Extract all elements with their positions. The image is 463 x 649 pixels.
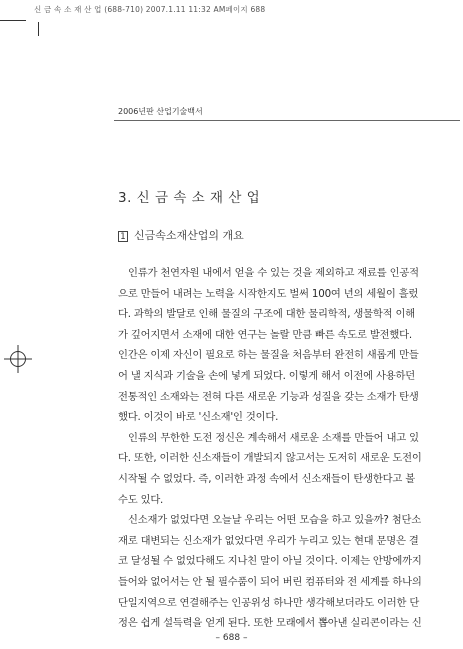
body-line: 시작될 수 없었다. 즉, 이러한 과정 속에서 신소재들이 탄생한다고 볼 (118, 472, 415, 485)
body-line: 인간은 이제 자신이 필요로 하는 물질을 처음부터 완전히 새롭게 만들 (118, 349, 419, 362)
body-line: 전통적인 소재와는 전혀 다른 새로운 기능과 성질을 갖는 소재가 탄생 (118, 390, 419, 403)
body-line: 인류가 천연자원 내에서 얻을 수 있는 것을 제외하고 재료를 인공적 (128, 267, 419, 279)
crop-mark-top-left-horizontal (0, 20, 26, 21)
print-slug-line: 신 금 속 소 재 산 업 (688-710) 2007.1.11 11:32 AM페이지 688 (34, 5, 266, 14)
body-line: 신소재가 없었다면 오늘날 우리는 어떤 모습을 하고 있을까? 첨단소 (128, 514, 422, 527)
body-line: 어 낼 지식과 기술을 손에 넣게 되었다. 이렇게 해서 이전에 사용하던 (118, 369, 415, 382)
running-head: 2006년판 산업기술백서 (118, 107, 203, 116)
body-line: 단일지역으로 연결해주는 인공위성 하나만 생각해보더라도 이러한 단 (118, 596, 420, 609)
running-head-rule (114, 120, 460, 121)
body-line: 코 달성될 수 없었다해도 지나친 말이 아닐 것이다. 이제는 안방에까지 (118, 555, 422, 568)
body-line: 했다. 이것이 바로 '신소재'인 것이다. (118, 411, 279, 424)
body-line: 수도 있다. (118, 493, 164, 506)
chapter-title: 3. 신 금 속 소 재 산 업 (118, 190, 261, 206)
body-line: 정은 쉽게 설득력을 얻게 된다. 또한 모래에서 뽑아낸 실리콘이라는 신 (118, 617, 422, 630)
crop-mark-top-left-vertical (38, 22, 39, 36)
body-line: 들어와 없어서는 안 될 필수품이 되어 버린 컴퓨터와 전 세계를 하나의 (118, 575, 422, 588)
section-number-box: 1 (118, 231, 128, 242)
body-line: 으로 만들어 내려는 노력을 시작한지도 벌써 100여 년의 세월이 흘렀 (118, 287, 419, 300)
registration-mark-icon (4, 345, 32, 373)
page-number: – 688 – (215, 633, 248, 643)
section-title: 신금속소재산업의 개요 (134, 229, 244, 242)
body-line: 다. 과학의 발달로 인해 물질의 구조에 대한 물리학적, 생물학적 이해 (118, 308, 415, 321)
body-line: 다. 또한, 이러한 신소재들이 개발되지 않고서는 도저히 새로운 도전이 (118, 452, 422, 465)
body-text (118, 263, 456, 634)
body-line: 인류의 무한한 도전 정신은 계속해서 새로운 소재를 만들어 내고 있 (128, 431, 419, 444)
body-line: 가 깊어지면서 소재에 대한 연구는 놀랄 만큼 빠른 속도로 발전했다. (118, 328, 412, 341)
section-heading (118, 227, 244, 243)
body-line: 재로 대변되는 신소재가 없었다면 우리가 누리고 있는 현대 문명은 결 (118, 534, 419, 547)
